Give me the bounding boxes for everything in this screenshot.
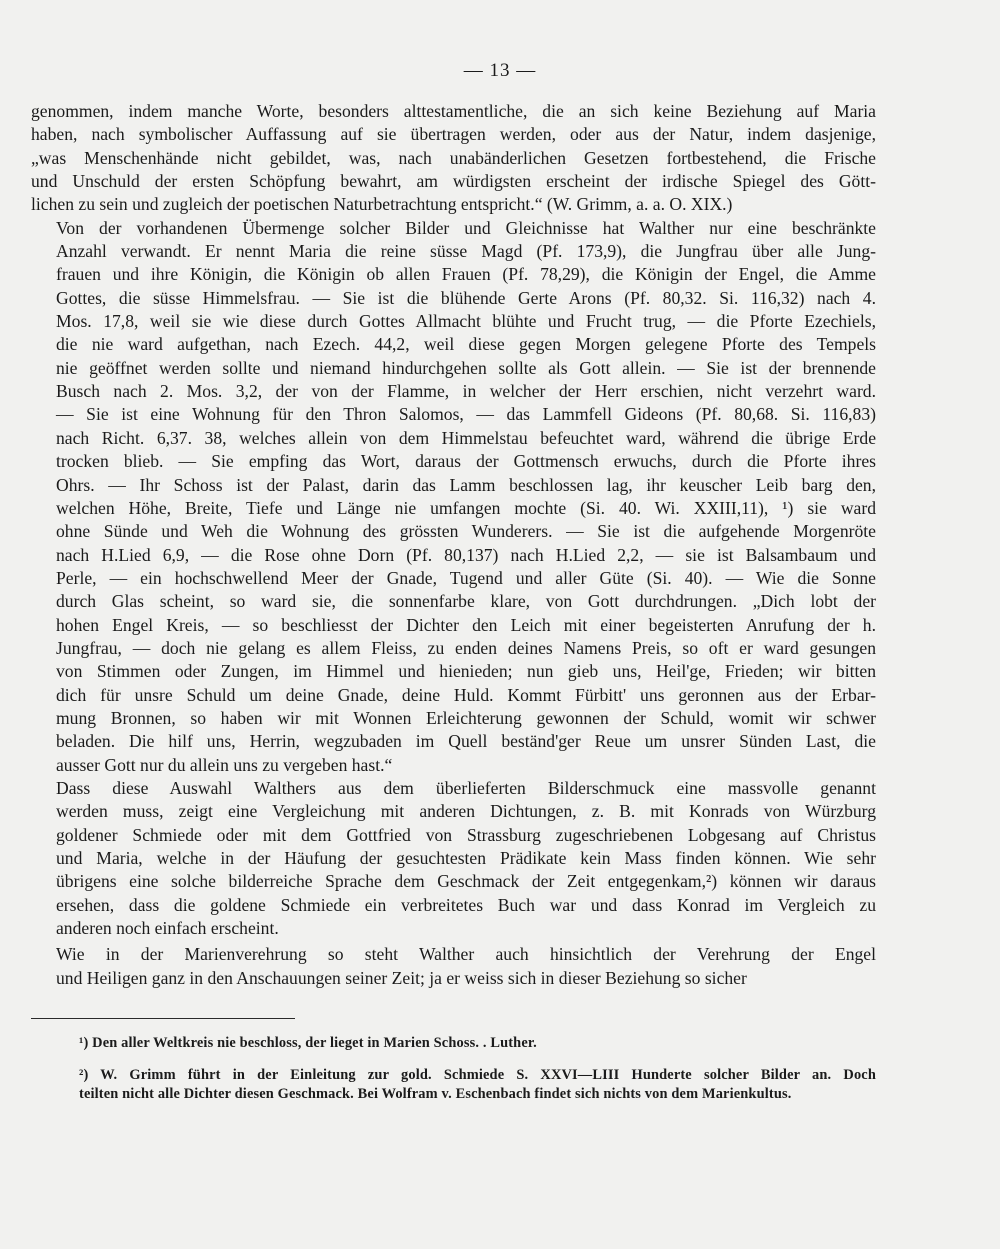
paragraph-3 — [31, 777, 876, 940]
paragraph-4 — [31, 943, 876, 990]
text-line: Perle, — ein hochschwellend Meer der Gnade, Tugend und aller Güte (Si. 40). — Wie die Sonne — [56, 567, 876, 588]
text-line: nach H.Lied 6,9, — die Rose ohne Dorn (Pf. 80,137) nach H.Lied 2,2, — sie ist Balsambaum und — [56, 544, 876, 565]
text-line: durch Glas scheint, so ward sie, die sonnenfarbe klare, von Gott durchdrungen. „Dich lobt der — [56, 591, 876, 612]
text-line: Gottes, die süsse Himmelsfrau. — Sie ist die blühende Gerte Arons (Pf. 80,32. Si. 116,32) nach 4. — [56, 287, 876, 308]
text-line: Jungfrau, — doch nie gelang es allem Fleiss, zu enden deines Namens Preis, so oft er ward gesungen — [56, 637, 876, 658]
footnote-divider — [31, 1018, 295, 1019]
text-line: trocken blieb. — Sie empfing das Wort, daraus der Gottmensch erwuchs, durch die Pforte ihres — [56, 451, 876, 472]
text-line: dich für unsre Schuld um deine Gnade, deine Huld. Kommt Fürbitt' uns geronnen aus der Erbar- — [56, 684, 876, 705]
text-line: nie geöffnet werden sollte und niemand hindurchgehen sollte als Gott allein. — Sie ist der brennende — [56, 357, 876, 378]
text-line: genommen, indem manche Worte, besonders alttestamentliche, die an sich keine Beziehung auf Maria — [31, 101, 876, 121]
body-text — [31, 100, 876, 990]
text-line: frauen und ihre Königin, die Königin ob allen Frauen (Pf. 78,29), die Königin der Engel, die Amme — [56, 264, 876, 285]
paragraph-2 — [31, 217, 876, 777]
text-line: lichen zu sein und zugleich der poetischen Naturbetrachtung entspricht.“ (W. Grimm, a. a. O. XIX.) — [31, 194, 733, 215]
text-line: Von der vorhandenen Übermenge solcher Bilder und Gleichnisse hat Walther nur eine beschränkte — [56, 217, 876, 238]
text-line: von Stimmen oder Zungen, im Himmel und hienieden; nun gieb uns, Heil'ge, Frieden; wir bitten — [56, 661, 876, 682]
text-line: die nie ward aufgethan, nach Ezech. 44,2, weil diese gegen Morgen gelegene Pforte des Tempels — [56, 334, 876, 355]
text-line: Dass diese Auswahl Walthers aus dem überlieferten Bilderschmuck eine massvolle genannt — [56, 777, 876, 798]
text-line: nach Richt. 6,37. 38, welches allein von dem Himmelstau befeuchtet ward, während die übrige Erde — [56, 427, 876, 448]
footnote-line: ²) W. Grimm führt in der Einleitung zur gold. Schmiede S. XXVI—LIII Hunderte solcher Bilder an. Doch — [79, 1066, 876, 1083]
text-line: welchen Höhe, Breite, Tiefe und Länge nie umfangen mochte (Si. 40. Wi. XXIII,11), ¹) sie ward — [56, 497, 876, 518]
text-line: und Maria, welche in der Häufung der gesuchtesten Prädikate kein Mass finden können. Wie sehr — [56, 848, 876, 868]
text-line: und Unschuld der ersten Schöpfung bewahrt, am würdigsten erscheint der irdische Spiegel des Gött- — [31, 171, 876, 192]
footnote-2 — [31, 1066, 876, 1105]
text-line: ohne Sünde und Weh die Wohnung des grössten Wunderers. — Sie ist die aufgehende Morgenröte — [56, 521, 876, 542]
text-line: Ohrs. — Ihr Schoss ist der Palast, darin das Lamm beschlossen lag, ihr keuscher Leib barg den, — [56, 474, 876, 495]
footnotes — [31, 1034, 876, 1105]
text-line: anderen noch einfach erscheint. — [56, 918, 279, 939]
text-line: Anzahl verwandt. Er nennt Maria die reine süsse Magd (Pf. 173,9), die Jungfrau über alle Jung- — [56, 241, 876, 262]
text-line: goldener Schmiede oder mit dem Gottfried von Strassburg zugeschriebenen Lobgesang auf Christus — [56, 824, 876, 845]
text-line: „was Menschenhände nicht gebildet, was, nach unabänderlichen Gesetzen fortbestehend, die Frische — [31, 147, 876, 168]
text-line: — Sie ist eine Wohnung für den Thron Salomos, — das Lammfell Gideons (Pf. 80,68. Si. 116,83) — [56, 404, 876, 425]
text-line: und Heiligen ganz in den Anschauungen seiner Zeit; ja er weiss sich in dieser Beziehung so sicher — [56, 967, 747, 988]
text-line: Busch nach 2. Mos. 3,2, der von der Flamme, in welcher der Herr erschien, nicht verzehrt ward. — [56, 381, 876, 402]
text-line: Mos. 17,8, weil sie wie diese durch Gottes Allmacht blühte und Frucht trug, — die Pforte Ezechiels, — [56, 311, 876, 332]
page-number: — 13 — — [463, 60, 537, 81]
text-line: haben, nach symbolischer Auffassung auf sie übertragen werden, oder aus der Natur, indem dasjenige, — [31, 124, 876, 145]
text-line: werden muss, zeigt eine Vergleichung mit anderen Dichtungen, z. B. mit Konrads von Würzburg — [56, 801, 876, 822]
footnote-line: teilten nicht alle Dichter diesen Geschmack. Bei Wolfram v. Eschenbach findet sich nichts von dem Marienkultus. — [79, 1086, 792, 1103]
text-line: hohen Engel Kreis, — so beschliesst der Dichter den Leich mit einer begeisterten Anrufung der h. — [56, 614, 876, 635]
text-line: Wie in der Marienverehrung so steht Walther auch hinsichtlich der Verehrung der Engel — [56, 944, 876, 965]
footnote-1 — [31, 1034, 876, 1054]
paragraph-1 — [31, 100, 876, 217]
text-line: ausser Gott nur du allein uns zu vergeben hast.“ — [56, 754, 393, 775]
text-line: ersehen, dass die goldene Schmiede ein verbreitetes Buch war und dass Konrad im Vergleich zu — [56, 894, 876, 915]
text-line: übrigens eine solche bilderreiche Sprache dem Geschmack der Zeit entgegenkam,²) können wir daraus — [56, 871, 876, 892]
text-line: beladen. Die hilf uns, Herrin, wegzubaden im Quell beständ'ger Reue um unsrer Sünden Last, die — [56, 731, 876, 752]
text-line: mung Bronnen, so haben wir mit Wonnen Erleichterung gewonnen der Schuld, womit wir schwer — [56, 707, 876, 728]
footnote-line: ¹) Den aller Weltkreis nie beschloss, der lieget in Marien Schoss. . Luther. — [79, 1035, 537, 1051]
